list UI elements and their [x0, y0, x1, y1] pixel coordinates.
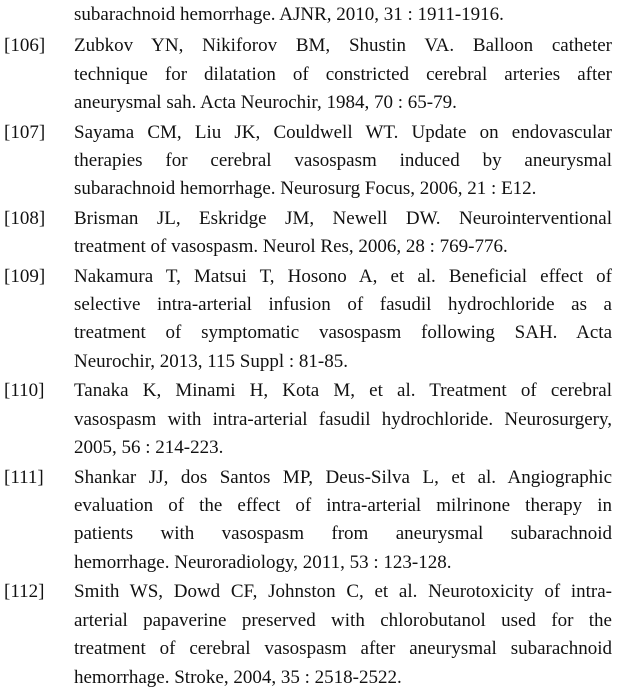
- reference-line: [74, 31, 612, 61]
- reference-number: [108]: [4, 208, 46, 229]
- reference-line: [74, 204, 612, 234]
- reference-text: Smith WS, Dowd CF, Johnston C, et al. Neurotoxicity of intra-: [74, 581, 612, 602]
- reference-line: [74, 0, 504, 30]
- reference-text: hemorrhage. Stroke, 2004, 35 : 2518-2522.: [74, 667, 402, 688]
- reference-line: [74, 318, 612, 348]
- reference-text: aneurysmal sah. Acta Neurochir, 1984, 70 : 65-79.: [74, 92, 457, 113]
- reference-line: [74, 463, 612, 493]
- reference-line: [74, 290, 612, 320]
- reference-number: [112]: [4, 581, 45, 602]
- reference-number: [110]: [4, 380, 45, 401]
- reference-text: evaluation of the effect of intra-arterial milrinone therapy in: [74, 495, 612, 516]
- reference-line: [74, 577, 612, 607]
- reference-number: [106]: [4, 35, 46, 56]
- reference-line: [74, 118, 612, 148]
- reference-line: [74, 606, 612, 636]
- reference-line: [74, 405, 612, 435]
- reference-line: [74, 519, 612, 549]
- reference-text: 2005, 56 : 214-223.: [74, 437, 224, 458]
- reference-text: selective intra-arterial infusion of fasudil hydrochloride as a: [74, 294, 612, 315]
- reference-text: treatment of cerebral vasospasm after aneurysmal subarachnoid: [74, 638, 612, 659]
- reference-text: technique for dilatation of constricted cerebral arteries after: [74, 64, 612, 85]
- reference-line: [74, 146, 612, 176]
- reference-text: hemorrhage. Neuroradiology, 2011, 53 : 123-128.: [74, 552, 452, 573]
- reference-text: Nakamura T, Matsui T, Hosono A, et al. Beneficial effect of: [74, 266, 612, 287]
- reference-line: [74, 433, 223, 463]
- reference-text: subarachnoid hemorrhage. Neurosurg Focus, 2006, 21 : E12.: [74, 178, 537, 199]
- reference-text: treatment of vasospasm. Neurol Res, 2006, 28 : 769-776.: [74, 236, 508, 257]
- reference-number: [107]: [4, 122, 46, 143]
- reference-text: Sayama CM, Liu JK, Couldwell WT. Update on endovascular: [74, 122, 612, 143]
- reference-text: Shankar JJ, dos Santos MP, Deus-Silva L, et al. Angiographic: [74, 467, 612, 488]
- reference-text: Neurochir, 2013, 115 Suppl : 81-85.: [74, 351, 349, 372]
- reference-number: [109]: [4, 266, 46, 287]
- reference-line: [74, 491, 612, 521]
- reference-line: [74, 376, 612, 406]
- reference-text: patients with vasospasm from aneurysmal subarachnoid: [74, 523, 612, 544]
- reference-text: Brisman JL, Eskridge JM, Newell DW. Neurointerventional: [74, 208, 612, 229]
- reference-text: Tanaka K, Minami H, Kota M, et al. Treatment of cerebral: [74, 380, 612, 401]
- reference-line: [74, 60, 612, 90]
- reference-line: [74, 347, 348, 377]
- reference-text: subarachnoid hemorrhage. AJNR, 2010, 31 : 1911-1916.: [74, 4, 504, 25]
- reference-text: Zubkov YN, Nikiforov BM, Shustin VA. Balloon catheter: [74, 35, 612, 56]
- reference-line: [74, 262, 612, 292]
- reference-text: arterial papaverine preserved with chlorobutanol used for the: [74, 610, 612, 631]
- reference-line: [74, 174, 536, 204]
- reference-line: [74, 548, 451, 578]
- reference-number: [111]: [4, 467, 44, 488]
- reference-line: [74, 663, 402, 693]
- reference-text: therapies for cerebral vasospasm induced by aneurysmal: [74, 150, 612, 171]
- reference-line: [74, 232, 508, 262]
- reference-line: [74, 88, 457, 118]
- reference-line: [74, 634, 612, 664]
- reference-text: vasospasm with intra-arterial fasudil hydrochloride. Neurosurgery,: [74, 409, 612, 430]
- reference-text: treatment of symptomatic vasospasm following SAH. Acta: [74, 322, 612, 343]
